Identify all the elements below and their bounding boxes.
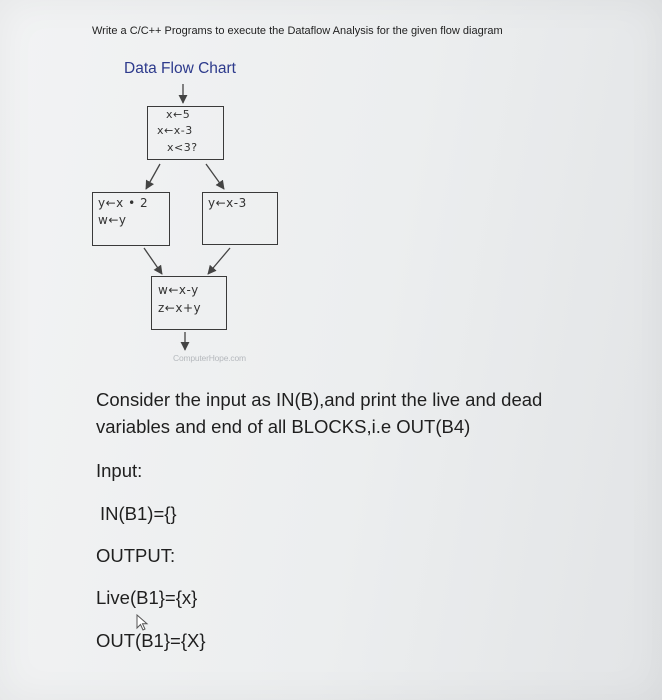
input-label: Input:	[96, 460, 143, 481]
b2-line-1: y←x • 2	[98, 196, 149, 210]
b1-line-1: x←5	[166, 108, 191, 121]
input-value: IN(B1)={}	[100, 503, 177, 524]
instruction-line-2: variables and end of all BLOCKS,i.e OUT(B4)	[96, 416, 471, 437]
b2-line-2: w←y	[98, 213, 127, 227]
chart-title: Data Flow Chart	[124, 60, 236, 77]
b1-line-2: x←x-3	[157, 124, 193, 137]
b1-to-b3-arrow	[206, 164, 224, 189]
b3-line-1: y←x-3	[208, 196, 247, 210]
b4-line-2: z←x+y	[158, 301, 202, 315]
question-text: Write a C/C++ Programs to execute the Dataflow Analysis for the given flow diagram	[92, 25, 503, 37]
out-value: OUT(B1}={X}	[96, 630, 206, 651]
watermark-text: ComputerHope.com	[173, 353, 246, 363]
mouse-pointer-icon	[136, 614, 150, 632]
b4-line-1: w←x-y	[158, 283, 199, 297]
output-label: OUTPUT:	[96, 545, 176, 566]
b1-to-b2-arrow	[146, 164, 160, 189]
b2-to-b4-arrow	[144, 248, 162, 274]
b3-to-b4-arrow	[208, 248, 230, 274]
instruction-line-1: Consider the input as IN(B),and print the live and dead	[96, 389, 543, 410]
live-value: Live(B1}={x}	[96, 587, 198, 608]
b1-line-3: x<3?	[167, 141, 198, 154]
